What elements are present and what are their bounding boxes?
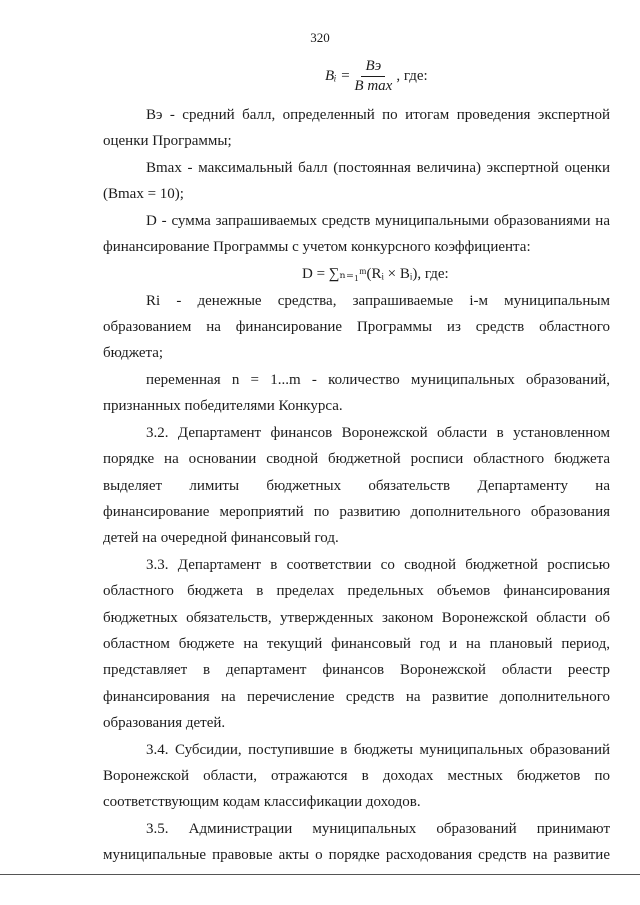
text-line: областном бюджете на текущий финансовый год и на плановый период, — [103, 636, 610, 652]
text-line: D - сумма запрашиваемых средств муниципальными образованиями на — [146, 213, 610, 229]
text-line: порядке на основании сводной бюджетной росписи областного бюджета — [103, 451, 610, 467]
text-line: областного бюджета в пределах предельных объемов финансирования — [103, 583, 610, 599]
formula-b-i — [325, 58, 428, 95]
text-line: Bmax - максимальный балл (постоянная величина) экспертной оценки — [146, 160, 610, 176]
text-line: финансирование мероприятий по развитию дополнительного образования — [103, 504, 610, 520]
text-line: выделяет лимиты бюджетных обязательств Департаменту на — [103, 478, 610, 494]
text-line: признанных победителями Конкурса. — [103, 398, 343, 414]
text-line: 3.4. Субсидии, поступившие в бюджеты муниципальных образований — [146, 742, 610, 758]
formula-suffix: , где: — [396, 68, 428, 84]
text-line: переменная n = 1...m - количество муниципальных образований, — [146, 372, 610, 388]
text-line: 3.3. Департамент в соответствии со сводной бюджетной росписью — [146, 557, 610, 573]
text-line: соответствующим кодам классификации доходов. — [103, 794, 421, 810]
text-line: Ri - денежные средства, запрашиваемые i-м муниципальным — [146, 293, 610, 309]
text-line: Воронежской области, отражаются в доходах местных бюджетов по — [103, 768, 610, 784]
text-line: детей на очередной финансовый год. — [103, 530, 339, 546]
text-line: Bэ - средний балл, определенный по итогам проведения экспертной — [146, 107, 610, 123]
bottom-rule — [0, 874, 640, 875]
formula-numerator: Bэ — [361, 58, 385, 77]
text-line: муниципальные правовые акты о порядке расходования средств на развитие — [103, 847, 610, 863]
page-number: 320 — [310, 30, 330, 45]
text-line: 3.2. Департамент финансов Воронежской области в установленном — [146, 425, 610, 441]
formula-denominator: B max — [354, 78, 393, 94]
text-line: образованием на финансирование Программы из средств областного — [103, 319, 610, 335]
text-line: бюджетных обязательств, утвержденных законом Воронежской области об — [103, 610, 610, 626]
text-line: бюджета; — [103, 345, 164, 361]
text-line: представляет в департамент финансов Воронежской области реестр — [103, 662, 610, 678]
formula-d-sum: D = ∑ₙ₌₁ᵐ(Rᵢ × Bᵢ), где: — [302, 266, 449, 282]
text-line: финансирования на перечисление средств на развитие дополнительного — [103, 689, 610, 705]
text-line: 3.5. Администрации муниципальных образований принимают — [146, 821, 610, 837]
text-line: образования детей. — [103, 715, 226, 731]
formula-fraction — [354, 58, 392, 95]
text-line: оценки Программы; — [103, 133, 232, 149]
text-line: финансирование Программы с учетом конкурсного коэффициента: — [103, 239, 531, 255]
text-line: (Bmax = 10); — [103, 186, 184, 202]
formula-lhs: Bᵢ = — [325, 68, 351, 84]
